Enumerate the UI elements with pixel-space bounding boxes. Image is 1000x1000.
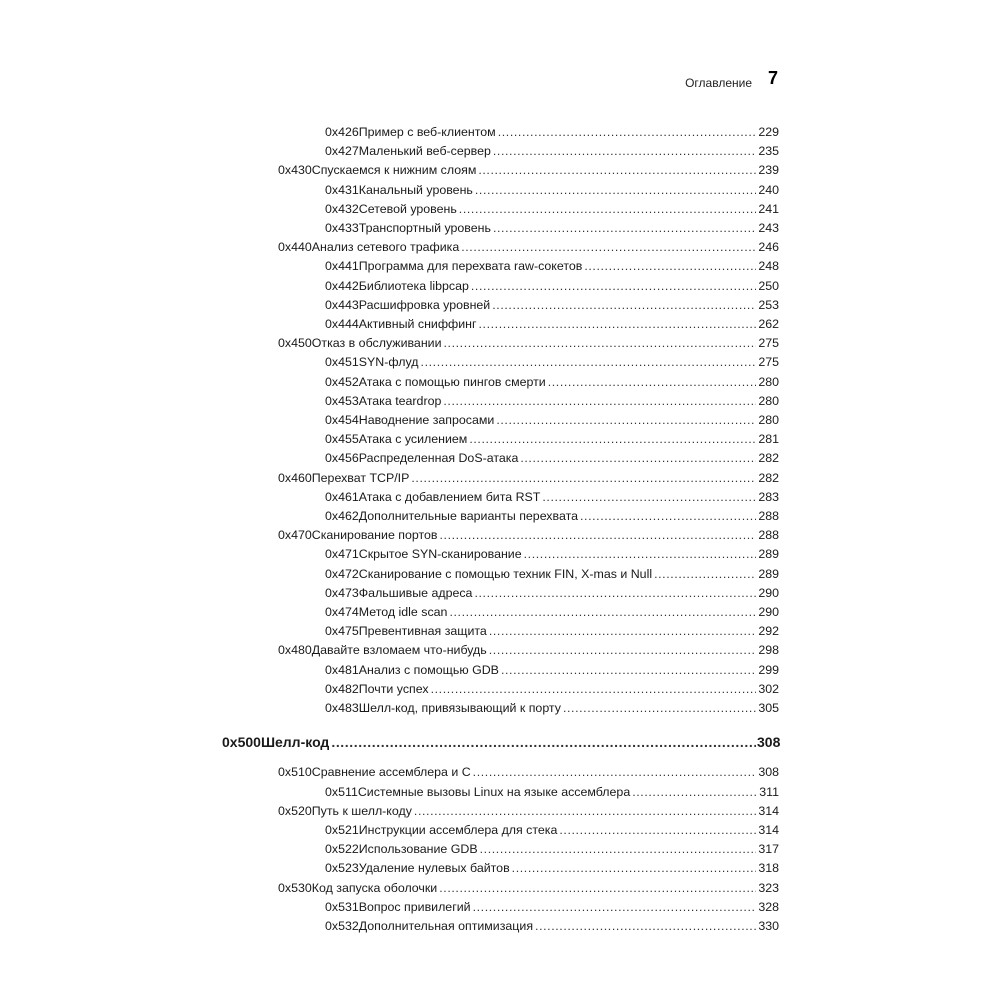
toc-entry-title: Шелл-код: [260, 734, 330, 751]
toc-entry-page: 248: [758, 259, 779, 274]
toc-dot-leader: [524, 545, 756, 564]
toc-entry-page: 314: [758, 803, 779, 818]
toc-entry-page: 281: [758, 432, 779, 447]
toc-entry-page: 283: [758, 489, 779, 504]
toc-subsection-entry[interactable]: [325, 917, 779, 936]
toc-section-entry[interactable]: [278, 526, 779, 545]
toc-subsection-entry[interactable]: [325, 411, 779, 430]
toc-dot-leader: [443, 392, 756, 411]
toc-entry-title: Атака с усилением: [358, 432, 468, 447]
toc-entry-page: 280: [758, 374, 779, 389]
toc-subsection-entry[interactable]: [325, 123, 779, 142]
toc-entry-page: 318: [758, 861, 779, 876]
toc-subsection-entry[interactable]: [325, 373, 779, 392]
toc-entry-page: 311: [759, 784, 779, 799]
toc-dot-leader: [492, 296, 756, 315]
toc-subsection-entry[interactable]: [325, 898, 779, 917]
toc-subsection-entry[interactable]: [325, 200, 779, 219]
toc-entry-page: 229: [758, 125, 779, 139]
toc-entry-title: Спускаемся к нижним слоям: [311, 163, 477, 178]
toc-entry-page: 253: [758, 297, 779, 312]
toc-entry-page: 328: [758, 899, 779, 914]
toc-dot-leader: [469, 430, 756, 449]
toc-dot-leader: [431, 680, 756, 699]
toc-dot-leader: [548, 373, 756, 392]
toc-chapter-entry[interactable]: [222, 731, 779, 753]
toc-dot-leader: [632, 783, 756, 802]
toc-entry-title: Атака teardrop: [358, 393, 442, 408]
toc-entry-code: 0x451: [325, 355, 359, 370]
toc-entry-title: Сетевой уровень: [358, 201, 457, 216]
toc-subsection-entry[interactable]: [325, 449, 779, 468]
toc-dot-leader: [489, 641, 756, 660]
toc-subsection-entry[interactable]: [325, 219, 779, 238]
toc-entry-title: Атака с помощью пингов смерти: [358, 374, 546, 389]
toc-entry-code: 0x473: [325, 585, 359, 600]
toc-subsection-entry[interactable]: [325, 565, 779, 584]
toc-entry-code: 0x520: [278, 803, 312, 818]
toc-dot-leader: [520, 449, 756, 468]
toc-entry-title: Наводнение запросами: [358, 413, 495, 427]
toc-entry-page: 239: [758, 163, 779, 178]
toc-dot-leader: [471, 277, 756, 296]
toc-entry-title: Перехват TCP/IP: [311, 470, 410, 485]
toc-entry-page: 305: [758, 701, 779, 715]
toc-entry-page: 282: [758, 451, 779, 466]
toc-dot-leader: [542, 488, 756, 507]
toc-entry-title: Программа для перехвата raw-сокетов: [358, 259, 583, 274]
toc-entry-code: 0x430: [278, 163, 312, 178]
toc-subsection-entry[interactable]: [325, 315, 779, 334]
toc-entry-page: 275: [758, 336, 779, 351]
toc-entry-code: 0x443: [325, 297, 359, 312]
toc-subsection-entry[interactable]: [325, 661, 779, 680]
toc-entry-title: SYN-флуд: [358, 355, 419, 370]
toc-entry-code: 0x455: [325, 432, 359, 447]
toc-entry-code: 0x442: [325, 278, 359, 293]
toc-entry-code: 0x441: [325, 259, 359, 274]
toc-entry-title: Метод idle scan: [358, 605, 448, 619]
toc-subsection-entry[interactable]: [325, 488, 779, 507]
toc-subsection-entry[interactable]: [325, 821, 779, 840]
toc-subsection-entry[interactable]: [325, 680, 779, 699]
toc-entry-code: 0x521: [325, 823, 359, 837]
toc-dot-leader: [479, 315, 756, 334]
toc-entry-code: 0x474: [325, 605, 359, 619]
toc-subsection-entry[interactable]: [325, 603, 779, 622]
toc-entry-title: Превентивная защита: [358, 624, 487, 639]
toc-entry-page: 250: [758, 278, 779, 293]
toc-entry-code: 0x482: [325, 681, 359, 696]
toc-entry-page: 262: [758, 317, 779, 331]
toc-dot-leader: [439, 879, 756, 898]
toc-entry-page: 235: [758, 144, 779, 159]
toc-entry-title: Анализ с помощью GDB: [358, 662, 499, 677]
toc-dot-leader: [512, 859, 756, 878]
toc-entry-code: 0x440: [278, 240, 312, 255]
toc-entry-title: Сравнение ассемблера и C: [311, 765, 471, 780]
toc-dot-leader: [580, 507, 756, 526]
toc-dot-leader: [584, 257, 756, 276]
toc-entry-page: 241: [758, 201, 779, 216]
toc-dot-leader: [421, 353, 756, 372]
toc-entry-page: 308: [758, 765, 779, 780]
toc-entry-title: Отказ в обслуживании: [311, 336, 442, 351]
toc-dot-leader: [440, 526, 756, 545]
toc-dot-leader: [654, 565, 756, 584]
toc-dot-leader: [473, 898, 756, 917]
toc-entry-code: 0x472: [325, 566, 359, 581]
toc-dot-leader: [461, 238, 756, 257]
toc-dot-leader: [501, 661, 756, 680]
toc-entry-code: 0x511: [325, 784, 358, 799]
toc-entry-title: Шелл-код, привязывающий к порту: [358, 701, 561, 715]
toc-subsection-entry[interactable]: [325, 507, 779, 526]
toc-dot-leader: [493, 219, 756, 238]
toc-entry-code: 0x460: [278, 470, 312, 485]
toc-section-entry[interactable]: [278, 161, 779, 180]
toc-entry-code: 0x452: [325, 374, 359, 389]
toc-dot-leader: [449, 603, 756, 622]
toc-entry-code: 0x456: [325, 451, 359, 466]
toc-subsection-entry[interactable]: [325, 296, 779, 315]
toc-entry-page: 290: [758, 605, 779, 619]
toc-entry-page: 302: [758, 681, 779, 696]
toc-entry-code: 0x481: [325, 662, 359, 677]
toc-dot-leader: [493, 142, 756, 161]
toc-dot-leader: [475, 181, 756, 200]
toc-subsection-entry[interactable]: [325, 353, 779, 372]
toc-entry-title: Распределенная DoS-атака: [358, 451, 519, 466]
toc-dot-leader: [535, 917, 756, 936]
toc-entry-page: 289: [758, 547, 779, 562]
toc-section-entry[interactable]: [278, 879, 779, 898]
toc-dot-leader: [444, 334, 756, 353]
toc-entry-code: 0x433: [325, 221, 359, 235]
toc-entry-title: Почти успех: [358, 681, 429, 696]
toc-entry-code: 0x431: [325, 182, 359, 197]
toc-entry-page: 323: [758, 880, 779, 895]
toc-entry-code: 0x475: [325, 624, 359, 639]
toc-entry-page: 275: [758, 355, 779, 370]
toc-entry-title: Системные вызовы Linux на языке ассемблера: [357, 784, 631, 799]
toc-entry-page: 290: [758, 585, 779, 600]
toc-entry-title: Библиотека libpcap: [358, 278, 469, 293]
toc-entry-title: Удаление нулевых байтов: [358, 861, 510, 876]
toc-entry-code: 0x483: [325, 701, 359, 715]
toc-entry-page: 317: [758, 842, 779, 857]
toc-entry-code: 0x462: [325, 509, 359, 523]
running-header-title: Оглавление: [685, 76, 752, 90]
toc-entry-code: 0x470: [278, 528, 312, 543]
toc-entry-title: Атака с добавлением бита RST: [358, 489, 541, 504]
toc-entry-page: 299: [758, 662, 779, 677]
toc-entry-page: 280: [758, 413, 779, 427]
toc-subsection-entry[interactable]: [325, 277, 779, 296]
toc-entry-title: Скрытое SYN-сканирование: [358, 547, 522, 562]
toc-section-entry[interactable]: [278, 763, 779, 782]
toc-entry-title: Маленький веб-сервер: [358, 144, 491, 159]
toc-subsection-entry[interactable]: [325, 783, 779, 802]
toc-entry-code: 0x454: [325, 413, 359, 427]
toc-entry-code: 0x444: [325, 317, 359, 331]
toc-entry-title: Дополнительная оптимизация: [358, 919, 534, 933]
toc-entry-title: Пример с веб-клиентом: [358, 125, 496, 139]
toc-section-entry[interactable]: [278, 802, 779, 821]
toc-entry-title: Канальный уровень: [358, 182, 473, 197]
page-number: 7: [767, 68, 778, 88]
toc-entry-page: 288: [758, 528, 779, 543]
toc-entry-page: 243: [758, 221, 779, 235]
toc-entry-title: Использование GDB: [358, 842, 478, 857]
toc-dot-leader: [459, 200, 756, 219]
toc-entry-code: 0x461: [325, 489, 359, 504]
toc-entry-code: 0x432: [325, 201, 359, 216]
toc-dot-leader: [478, 161, 756, 180]
toc-entry-code: 0x532: [325, 919, 359, 933]
toc-dot-leader: [411, 469, 756, 488]
toc-dot-leader: [331, 731, 756, 753]
toc-subsection-entry[interactable]: [325, 699, 779, 718]
toc-entry-title: Давайте взломаем что-нибудь: [311, 643, 487, 658]
toc-entry-page: 246: [758, 240, 779, 255]
toc-entry-title: Сканирование портов: [311, 528, 438, 543]
toc-entry-title: Фальшивые адреса: [358, 585, 473, 600]
toc-entry-code: 0x510: [278, 765, 312, 780]
toc-subsection-entry[interactable]: [325, 257, 779, 276]
toc-entry-title: Код запуска оболочки: [311, 880, 438, 895]
toc-entry-code: 0x523: [325, 861, 359, 876]
toc-entry-title: Дополнительные варианты перехвата: [358, 509, 578, 523]
toc-entry-title: Инструкции ассемблера для стека: [358, 823, 558, 837]
toc-subsection-entry[interactable]: [325, 181, 779, 200]
toc-entry-code: 0x426: [325, 125, 359, 139]
toc-entry-page: 314: [758, 823, 779, 837]
toc-entry-page: 282: [758, 470, 779, 485]
toc-dot-leader: [559, 821, 756, 840]
toc-entry-code: 0x531: [325, 899, 359, 914]
toc-subsection-entry[interactable]: [325, 840, 779, 859]
toc-entry-code: 0x450: [278, 336, 312, 351]
toc-subsection-entry[interactable]: [325, 545, 779, 564]
toc-entry-code: 0x530: [278, 880, 312, 895]
toc-dot-leader: [414, 802, 756, 821]
toc-entry-title: Расшифровка уровней: [358, 297, 491, 312]
toc-entry-title: Анализ сетевого трафика: [311, 240, 460, 255]
toc-entry-title: Активный сниффинг: [358, 317, 477, 331]
toc-entry-title: Сканирование с помощью техник FIN, X-mas и Null: [358, 566, 653, 581]
toc-entry-code: 0x453: [325, 393, 359, 408]
toc-subsection-entry[interactable]: [325, 859, 779, 878]
toc-entry-page: 280: [758, 393, 779, 408]
toc-entry-page: 330: [758, 919, 779, 933]
toc-subsection-entry[interactable]: [325, 584, 779, 603]
toc-entry-page: 308: [757, 734, 781, 751]
toc-entry-title: Вопрос привилегий: [358, 899, 471, 914]
toc-entry-code: 0x522: [325, 842, 359, 857]
toc-entry-page: 240: [758, 182, 779, 197]
toc-entry-page: 298: [758, 643, 779, 658]
toc-dot-leader: [489, 622, 756, 641]
toc-entry-page: 292: [758, 624, 779, 639]
toc-section-entry[interactable]: [278, 238, 779, 257]
toc-entry-code: 0x500: [222, 734, 261, 751]
toc-section-entry[interactable]: [278, 641, 779, 660]
toc-entry-code: 0x480: [278, 643, 312, 658]
toc-dot-leader: [498, 123, 756, 142]
toc-entry-title: Транспортный уровень: [358, 221, 491, 235]
toc-entry-title: Путь к шелл-коду: [311, 803, 412, 818]
toc-entry-code: 0x471: [325, 547, 359, 562]
toc-dot-leader: [480, 840, 756, 859]
toc-section-entry[interactable]: [278, 334, 779, 353]
toc-subsection-entry[interactable]: [325, 142, 779, 161]
toc-dot-leader: [563, 699, 756, 718]
toc-subsection-entry[interactable]: [325, 622, 779, 641]
toc-entry-code: 0x427: [325, 144, 359, 159]
toc-dot-leader: [496, 411, 756, 430]
toc-dot-leader: [474, 584, 756, 603]
toc-entry-page: 288: [758, 509, 779, 523]
toc-entry-page: 289: [758, 566, 779, 581]
toc-section-entry[interactable]: [278, 469, 779, 488]
toc-subsection-entry[interactable]: [325, 392, 779, 411]
toc-dot-leader: [473, 763, 756, 782]
toc-subsection-entry[interactable]: [325, 430, 779, 449]
